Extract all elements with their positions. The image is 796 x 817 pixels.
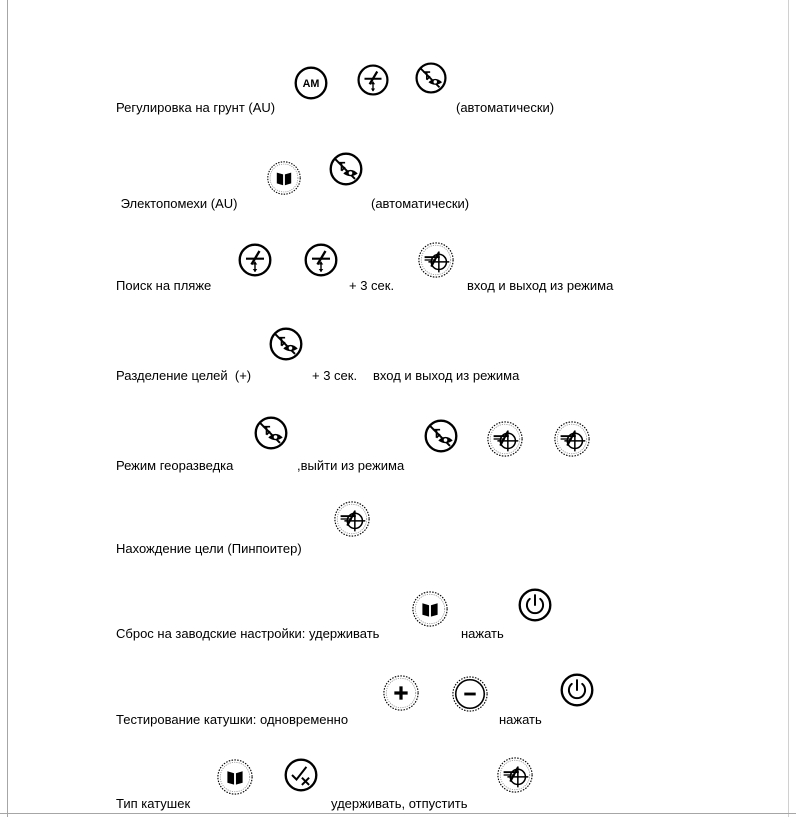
minus-button-icon xyxy=(451,675,489,713)
row-note: вход и выход из режима xyxy=(467,278,614,293)
page-border-left xyxy=(7,0,8,817)
pinpoint-button-icon xyxy=(486,420,524,458)
ground-balance-button-icon xyxy=(303,242,339,278)
row-note: (автоматически) xyxy=(456,100,555,115)
row-label: Разделение целей (+) xyxy=(116,368,252,383)
discrimination-button-icon xyxy=(423,418,459,454)
row-note: + 3 сек. xyxy=(349,278,395,293)
row-note: (автоматически) xyxy=(371,196,470,211)
row-label: Электопомехи (AU) xyxy=(117,196,238,211)
row-note: вход и выход из режима xyxy=(373,368,520,383)
notch-book-button-icon xyxy=(266,160,302,196)
plus-button-icon xyxy=(382,674,420,712)
ground-balance-button-icon xyxy=(356,63,390,97)
row-label: Тестирование катушки: одновременно xyxy=(116,712,349,727)
row-note: удерживать, отпустить xyxy=(331,796,468,811)
notch-book-button-icon xyxy=(216,758,254,796)
row-label: Режим георазведка xyxy=(116,458,234,473)
notch-book-button-icon xyxy=(411,590,449,628)
row-label: Нахождение цели (Пинпоитер) xyxy=(116,541,302,556)
pinpoint-button-icon xyxy=(496,756,534,794)
pinpoint-button-icon xyxy=(417,241,455,279)
page-border-right xyxy=(788,0,789,817)
discrimination-button-icon xyxy=(268,326,304,362)
am-button-icon xyxy=(293,65,329,101)
row-note: ,выйти из режима xyxy=(297,458,405,473)
ground-balance-button-icon xyxy=(237,242,273,278)
pinpoint-button-icon xyxy=(553,420,591,458)
accept-reject-button-icon xyxy=(283,757,319,793)
row-note: + 3 сек. xyxy=(312,368,358,383)
power-button-icon xyxy=(559,672,595,708)
row-label: Тип катушек xyxy=(116,796,191,811)
discrimination-button-icon xyxy=(414,61,448,95)
discrimination-button-icon xyxy=(328,151,364,187)
row-label: Регулировка на грунт (AU) xyxy=(116,100,276,115)
pinpoint-button-icon xyxy=(333,500,371,538)
svg-text:AM: AM xyxy=(302,78,320,91)
row-note: нажать xyxy=(499,712,542,727)
row-label: Сброс на заводские настройки: удерживать xyxy=(116,626,380,641)
page-border-bottom xyxy=(0,813,796,814)
row-label: Поиск на пляже xyxy=(116,278,212,293)
row-note: нажать xyxy=(461,626,504,641)
power-button-icon xyxy=(517,587,553,623)
discrimination-button-icon xyxy=(253,415,289,451)
